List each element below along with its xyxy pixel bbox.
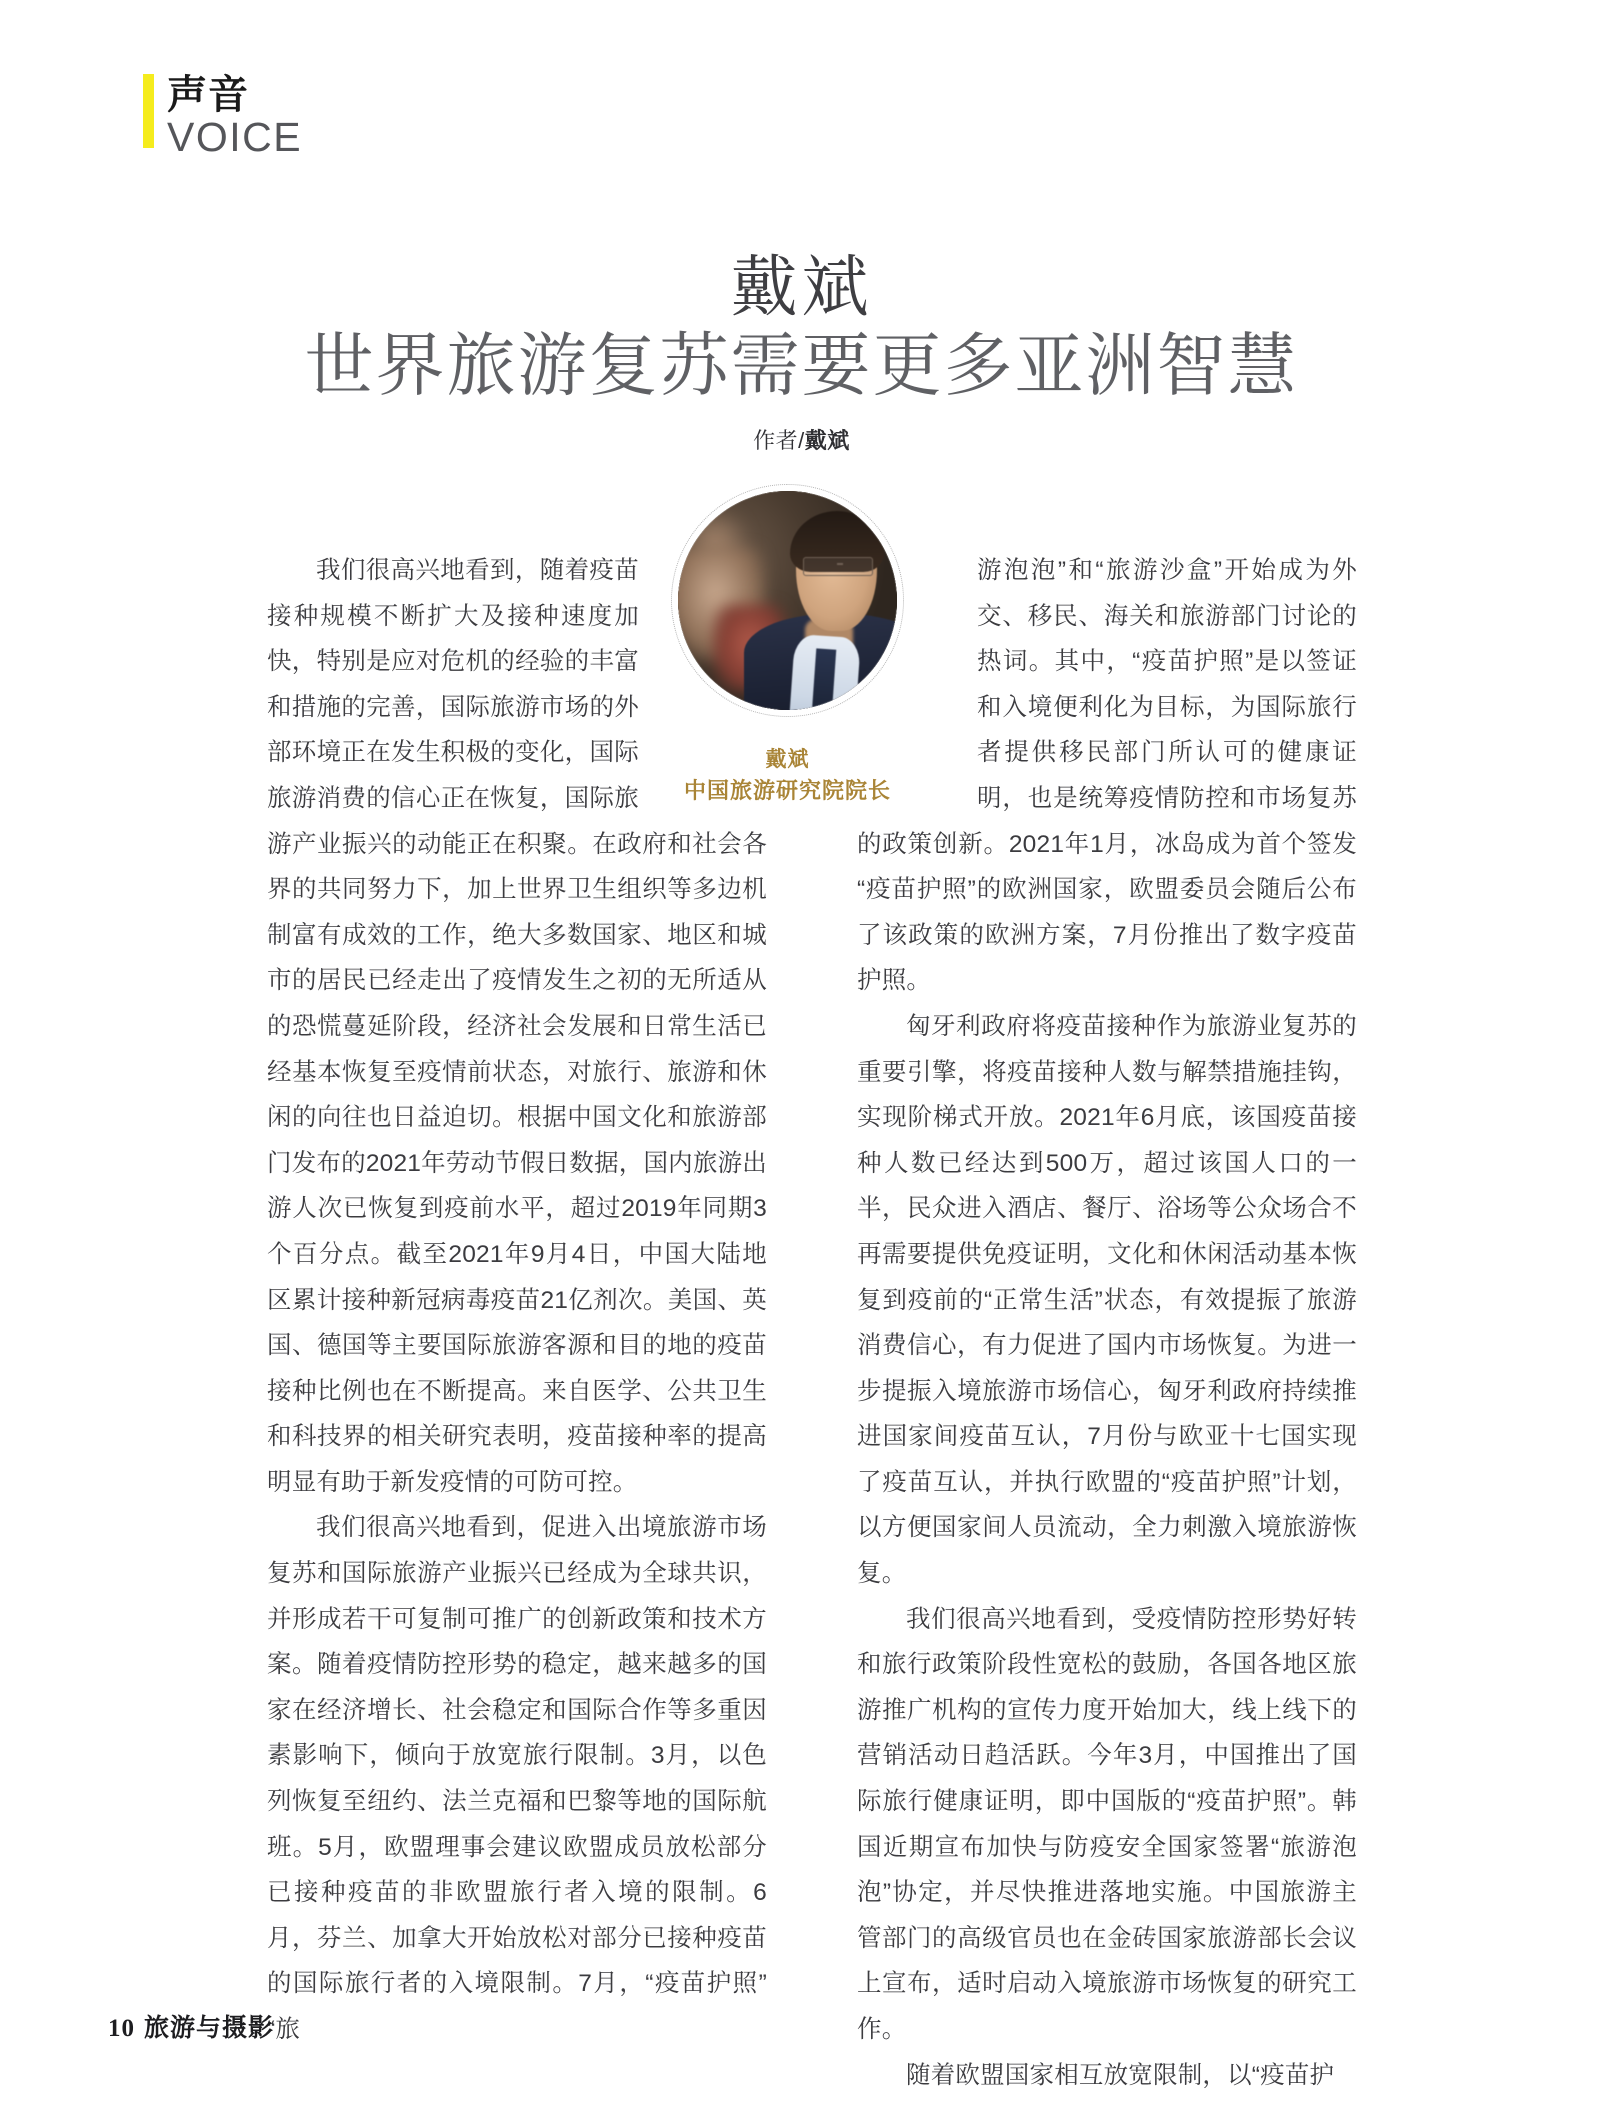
paragraph: 我们很高兴地看到，促进入出境旅游市场复苏和国际旅游产业振兴已经成为全球共识，并形成若干可复制可推广的创新政策和技术方案。随着疫情防控形势的稳定，越来越多的国家在经济增长、社会稳定和国际合作等多重因素影响下，倾向于放宽旅行限制。3月，以色列恢复至纽约、法兰克福和巴黎等地的国际航班。5月，欧盟理事会建议欧盟成员放松部分已接种疫苗的非欧盟旅行者入境的限制。6月，芬兰、加拿大开始放松对部分已接种疫苗的国际旅行者的入境限制。7月，“疫苗护照”“旅: [267, 1514, 767, 2043]
author-name-title: 戴斌: [730, 250, 873, 325]
byline: [0, 424, 1603, 455]
caption-name: 戴斌: [765, 748, 810, 771]
paragraph: 随着欧盟国家相互放宽限制，以“疫苗护: [906, 2061, 1335, 2089]
section-header: [143, 74, 302, 158]
paragraph: 我们很高兴地看到，随着疫苗接种规模不断扩大及接种速度加快，特别是应对危机的经验的丰富和措施的完善，国际旅游市场的外部环境正在发生积极的变化，国际旅游消费的信心正在恢复，国际旅游产业振兴的动能正在积聚。在政府和社会各界的共同努力下，加上世界卫生组织等多边机制富有成效的工作，绝大多数国家、地区和城市的居民已经走出了疫情发生之初的无所适从的恐慌蔓延阶段，经济社会发展和日常生活已经基本恢复至疫情前状态，对旅行、旅游和休闲的向往也日益迫切。根据中国文化和旅游部门发布的2021年劳动节假日数据，国内旅游出游人次已恢复到疫前水平，超过2019年同期3个百分点。截至2021年9月4日，中国大陆地区累计接种新冠病毒疫苗21亿剂次。美国、英国、德国等主要国际旅游客源和目的地的疫苗接种比例也在不断提高。来自医学、公共卫生和科技界的相关研究表明，疫苗接种率的提高明显有助于新发疫情的可防可控。: [267, 557, 767, 1496]
section-header-text: [167, 74, 302, 158]
body-column-left: [267, 548, 767, 2053]
paragraph: 游泡泡”和“旅游沙盒”开始成为外交、移民、海关和旅游部门讨论的热词。其中，“疫苗护照”是以签证和入境便利化为目标，为国际旅行者提供移民部门所认可的健康证明，也是统筹疫情防控和市场复苏的政策创新。2021年1月，冰岛成为首个签发“疫苗护照”的欧洲国家，欧盟委员会随后公布了该政策的欧洲方案，7月份推出了数字疫苗护照。: [857, 557, 1357, 995]
paragraph: 匈牙利政府将疫苗接种作为旅游业复苏的重要引擎，将疫苗接种人数与解禁措施挂钩，实现阶梯式开放。2021年6月底，该国疫苗接种人数已经达到500万，超过该国人口的一半，民众进入酒店、餐厅、浴场等公众场合不再需要提供免疫证明，文化和休闲活动基本恢复到疫前的“正常生活”状态，有效提振了旅游消费信心，有力促进了国内市场恢复。为进一步提振入境旅游市场信心，匈牙利政府持续推进国家间疫苗互认，7月份与欧亚十七国实现了疫苗互认，并执行欧盟的“疫苗护照”计划，以方便国家间人员流动，全力刺激入境旅游恢复。: [857, 1012, 1357, 1588]
section-label-cn: 声音: [167, 73, 249, 117]
byline-author: 戴斌: [804, 428, 850, 454]
paragraph: 我们很高兴地看到，受疫情防控形势好转和旅行政策阶段性宽松的鼓励，各国各地区旅游推广机构的宣传力度开始加大，线上线下的营销活动日趋活跃。今年3月，中国推出了国际旅行健康证明，即中国版的“疫苗护照”。韩国近期宣布加快与防疫安全国家签署“旅游泡泡”协定，并尽快推进落地实施。中国旅游主管部门的高级官员也在金砖国家旅游部长会议上宣布，适时启动入境旅游市场恢复的研究工作。: [857, 1605, 1357, 2043]
byline-prefix: 作者/: [753, 428, 805, 454]
accent-bar-icon: [143, 74, 154, 148]
section-label-en: VOICE: [167, 114, 303, 160]
publication-name: 旅游与摄影: [144, 2015, 275, 2042]
portrait-text-wrap-right: [857, 548, 977, 820]
portrait-text-wrap-left: [639, 548, 767, 820]
body-column-right: [857, 548, 1357, 2098]
page-footer: [108, 2008, 274, 2044]
page-number: 10: [108, 2015, 135, 2042]
article-title-block: [0, 250, 1603, 455]
caption-role: 中国旅游研究院院长: [683, 777, 891, 803]
article-body: [267, 548, 1357, 2089]
page-title: 世界旅游复苏需要更多亚洲智慧: [304, 327, 1299, 405]
